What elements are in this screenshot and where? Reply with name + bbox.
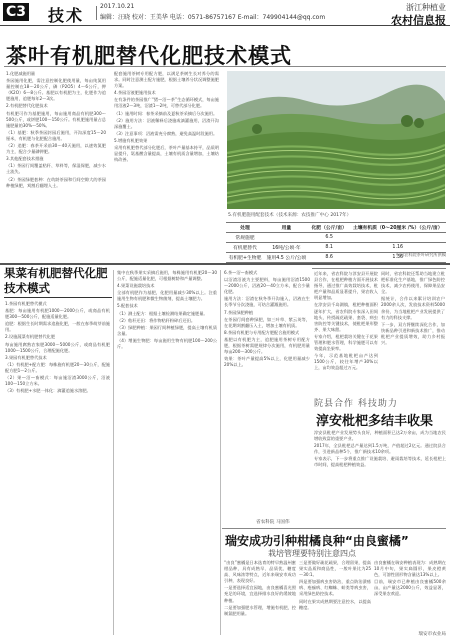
paper-logo: 农村信息报 [391, 14, 446, 27]
article2-title: 果菜有机肥替代化肥技术模式 [4, 266, 108, 295]
issue-date: 2017.10.21 [100, 3, 135, 10]
table-row: 有机肥+生物肥 施用4.5 公斤/公顷 8.6 1.36 [226, 253, 446, 263]
article3-col1: 近年来，省农科院与淳安县开展院县合作，在枇杷种植方面开展技术指导，通过推广高效栽培技术，枇杷产量和品质显著提升，果农收入明显增加。 在淳安县千岛湖镇，枇杷种植面积逐年扩大，省农科院专家深入田间地头，传授疏花疏果、套袋、病虫害防控等关键技术，使枇杷果形整齐、果大味甜。 专家介绍，枇杷栽培关键在于花果管理和肥水管理，科学施肥可以有效提高坐果率。 今年，示范基地枇杷亩产达到1500公斤，较往年增产30%以上，亩均效益超过万元。 [314, 271, 378, 371]
headline-rule [4, 66, 446, 67]
table-header: 用量 [264, 223, 309, 233]
table-row: 有机肥替代 16吨/公顷·年 8.1 1.16 [226, 243, 446, 253]
article3-top-rule [312, 268, 446, 269]
tea-plantation-photo [227, 71, 445, 209]
article4-subtitle: 栽培管理要特别注意四点 [268, 549, 356, 558]
masthead [0, 0, 450, 26]
table-row: 常规施肥 6.5 [226, 233, 446, 243]
masthead-divider [96, 6, 97, 20]
article1-col2: 配套施用茶树专用配方肥，以满足茶树生长对养分的需求。同时注意测土配方施肥，根据土壤养分状况调整施肥方案。 4.茶园沼液肥施用技术 在有条件的茶园推广“猪—沼—茶”生态循环模式，每亩施用沼液2～3吨，沼渣1～2吨，可替代部分化肥。 （1）施用时间：春茶采摘前及夏秋茶采摘后分次施用。 （2）施用方法：沼液稀释后浇施或滴灌施用，沼渣开沟深施覆土。 （3）注意事项：沼液需充分腐熟，避免高温时段施用。 5.增施有机肥效果 采用有机肥替代部分化肥后，茶叶产量基本持平，品质明显提升，氨基酸含量提高，土壤有机质含量增加，土壤结构改善。 [114, 71, 219, 163]
article1-headline: 茶叶有机肥替代化肥技术模式 [6, 44, 292, 68]
article3-col2: 同时，省农科院还帮助当地建立枇杷标准化生产基地，推广绿色防控技术，减少农药使用，保障果品安全。 据统计，合作以来累计培训农户2000余人次，发放技术资料5000余份，为当地枇杷产业发展提供了有力的科技支撑。 下一步，双方将继续深化合作，加快新品种引进和新技术推广，推动枇杷产业提质增效，助力乡村振兴。 [381, 271, 445, 346]
article2-title-rule [4, 297, 112, 298]
tea-plantation-image [227, 71, 445, 209]
page-number-badge: C3 [3, 3, 29, 21]
article2-col3: 6.茶—沼—畜模式 以沼渣沼液为主要肥料，每亩施用沼渣1500～2000公斤，沼液20～40立方米，配合少量化肥。 施用方法：沼渣在秋冬季开沟施入，沼液在生长季节分次浇施，可结合灌溉施用。 7.茶园绿肥种植 在茶园行间套种绿肥，如三叶草、紫云英等，在花期刈割翻压入土，增加土壤有机质。 8.茶园有机肥与专用配方肥配合施用模式 基肥以有机肥为主，追肥施用茶树专用配方肥，根据茶树需肥规律分次施用，有机肥用量每亩200～300公斤。 效果：茶叶产量提高5%以上，化肥用量减少20%以上。 [224, 270, 310, 368]
column-divider [220, 270, 221, 635]
table-header: 化肥（公斤/亩） [309, 223, 350, 233]
article1-col1: 1.化肥减施用量 茶园施用化肥，需注意控制化肥使用量，每亩纯氮用量控制在18～20公斤，磷（P2O5）4～6公斤，钾（K2O）6～8公斤。基肥以有机肥为主，化肥作为追肥施用，追肥每年2～3次。 2.有机肥替代化肥技术 有机肥可作为基肥施用，每亩施用商品有机肥300～500公斤，或饼肥100～150公斤。有机肥施用量占总施肥量的30%～50%。 （1）基肥：秋季茶园封园后施用，开沟深度15～20厘米，有机肥与化肥配合施用。 （2）追肥：春茶开采前30～40天施用，以速效氮肥为主，配合少量磷钾肥。 3.其他配套技术措施 （1）茶园行间覆盖秸秆、草料等，保湿保肥，减少水土流失。 （2）茶园绿肥套种：在幼龄茶园和行间空隙大的茶园种植绿肥，刈割后翻埋入土。 [6, 71, 106, 188]
article4-title: 瑞安成功引种柑橘良种“由良蜜橘” [225, 534, 409, 548]
table-source-note: 中国农科院茶叶研究所供稿 [395, 252, 446, 257]
section-name: 技术 [48, 6, 85, 25]
article2-byline: 省农科院 马国伟 [256, 520, 290, 525]
photo-caption: 5.有机肥施用配套技术（技术来源：农技推广中心 2017年） [228, 213, 352, 218]
article3-col3: 淳安县枇杷产业发展势头良好，种植面积已达2万余亩，成为当地农民增收致富的重要产业。 2017年，全县枇杷总产量达到1.5万吨，产值超过2亿元。通过院县合作，引进新品种5个，推广新技术10余项。 专家表示，下一步将重点推广设施栽培、避雨栽培等技术，延长枇杷上市时间，提高枇杷种植效益。 [314, 430, 446, 468]
column-divider [113, 270, 114, 635]
article2-col2: 集中在秋季果实采摘后施用，每株施用有机肥20～30公斤，配施适量化肥，可根据树龄和产量调整。 4.果菜设施栽培技术 全部有机肥作为基肥，化肥用量减少30%以上。注重施用生物有机肥和微生物菌剂，提高土壤肥力。 5.配套技术 （1）测土配方：根据土壤检测结果确定施肥量。 （2）秸秆还田：将作物秸秆粉碎后还田。 （3）绿肥种植：果园行间种植绿肥，提高土壤有机质含量。 （4）增施生物肥：每亩施用生物有机肥100～200公斤。 [117, 270, 217, 350]
table-header: 土壤有机质（0～20厘米 /%）（公斤/亩） [349, 223, 446, 233]
article3-kicker: 院县合作 科技助力 [314, 399, 398, 409]
article4-col2: 三是要做好疏花疏果，合理留果，提高果实品质和商品性，一般叶果比为25～30:1。 四是要加强病虫害防治，重点防治溃疡病、疮痂病、红蜘蛛、蚧类等病虫害，采用绿色防控技术。 同时在果实成熟期要注意控水，以提高糖度。 [299, 560, 371, 610]
paper-name: 浙江种植业 [406, 3, 446, 12]
article4-col1: “由良”蜜橘是日本选育的特早熟温州蜜柑品种，具有成熟早、品质优、糖度高、风味浓等特点，近年来瑞安市成功引种，表现良好。 一是要选择适宜园地，由良蜜橘喜光照充足的环境，宜选择排水良好的缓坡地种植。 二是要加强肥水管理，增施有机肥，控制氮肥用量。 [224, 560, 296, 616]
article2-col1: 1.茶园有机肥替代模式 基肥：每亩施用有机肥1000～2000公斤，或商品有机肥300～500公斤，配施适量化肥。 追肥：根据生长时期需求追施化肥，一般在春季萌芽前施用。 2.设施蔬菜有机肥替代化肥 每亩施用腐熟农家肥3000～5000公斤，或商品有机肥1000～1500公斤，合理配施化肥。 3.果园有机肥替代技术 （1）有机肥+配方肥：每株施有机肥20～30公斤，配施配方肥1～2公斤。 （2）果—沼—畜模式：每亩施沼渣3000公斤，沼液100～150立方米。 （3）有机肥+水肥一体化：滴灌追施水溶肥。 [5, 301, 110, 394]
table-header: 处理 [226, 223, 264, 233]
article3-title: 淳安枇杷多结丰收果 [316, 414, 434, 429]
section-band [0, 263, 450, 265]
article4-byline: 瑞安市农业局 [418, 632, 446, 637]
article4-top-rule [222, 528, 446, 529]
table-header-row [226, 223, 446, 233]
article4-col3: 由良蜜橘在瑞安种植表现为：成熟期在10月中旬，果实扁圆形，果皮橙黄色，可溶性固形物含量达13%以上。 目前，瑞安市已种植由良蜜橘500余亩，亩产量达2000公斤，效益显著，深受果农欢迎。 [374, 560, 446, 597]
editor-meta: 编辑：汪晓 校对：王美华 电话：0571-86757167 E-mail：749904144@qq.com [100, 14, 326, 21]
